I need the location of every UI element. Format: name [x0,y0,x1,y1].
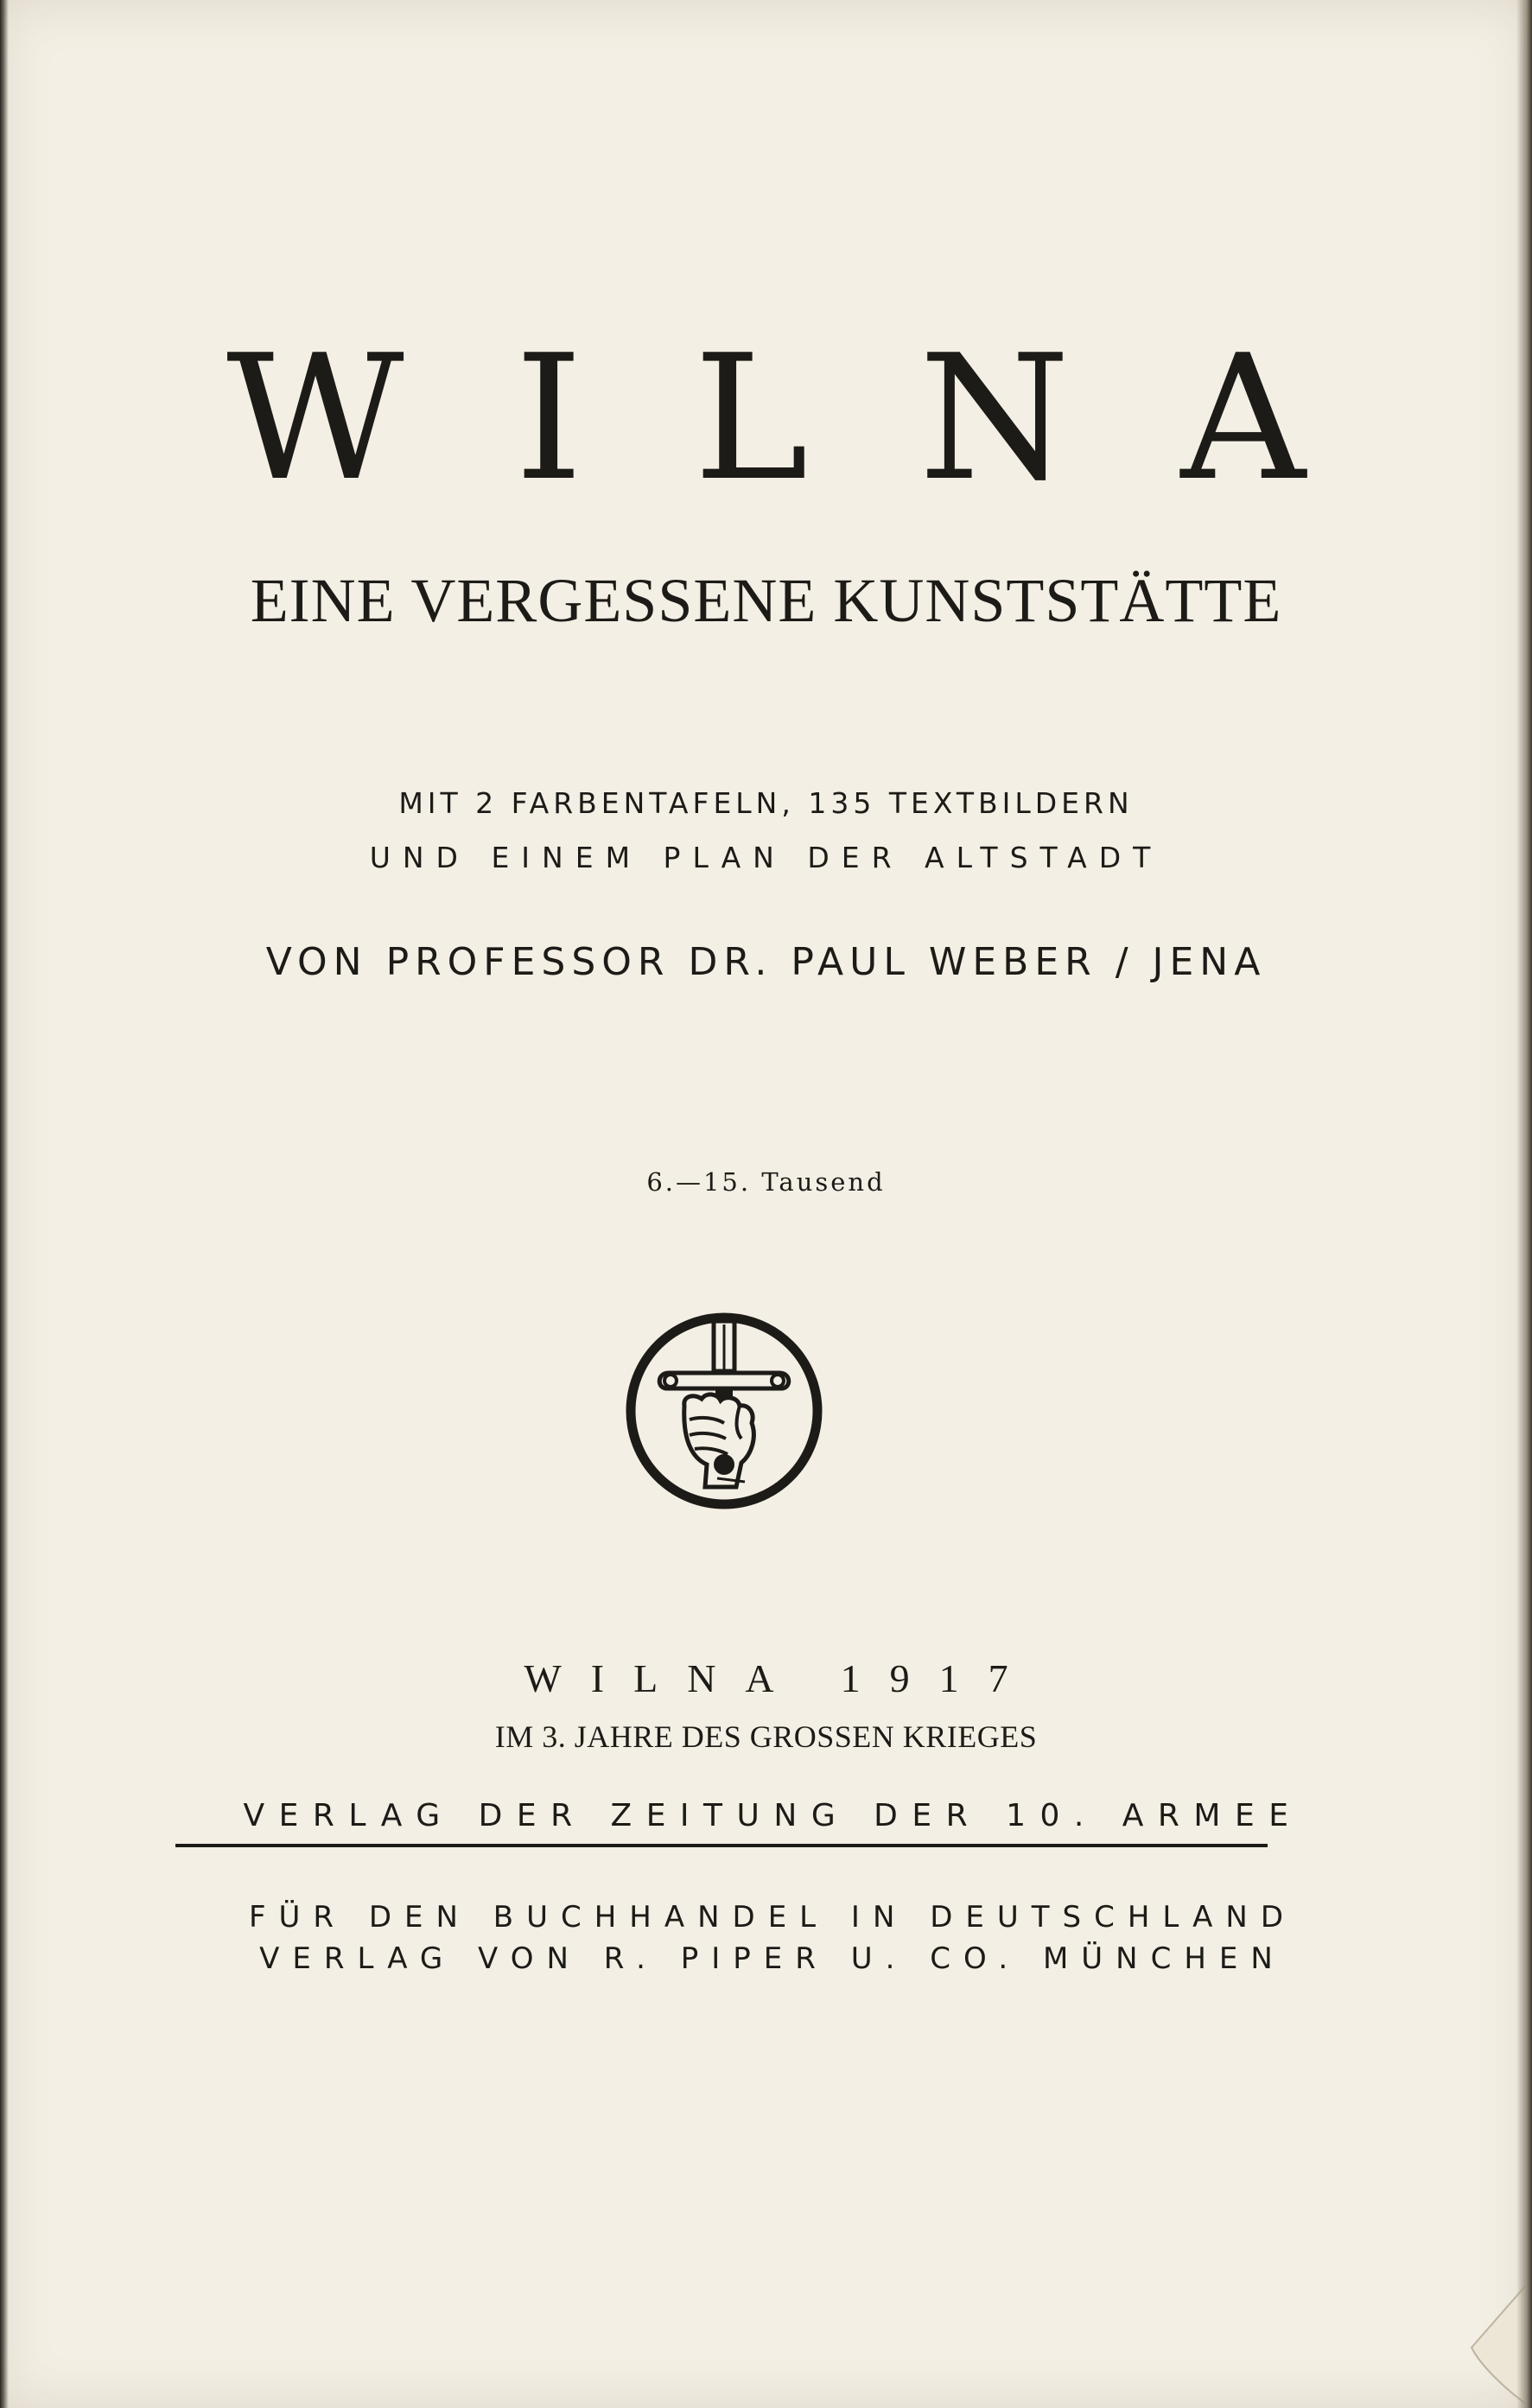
book-title: WILNA [226,318,1416,519]
author-line: VON PROFESSOR DR. PAUL WEBER / JENA [265,940,1267,984]
divider-rule [175,1844,1268,1847]
edition-note: 6.—15. Tausend [646,1167,886,1197]
hand-holding-sword-emblem-icon [622,1309,826,1513]
trade-note: FÜR DEN BUCHHANDEL IN DEUTSCHLAND [248,1900,1297,1935]
illustrations-note: MIT 2 FARBENTAFELN, 135 TEXTBILDERN [398,786,1134,820]
trade-publisher: VERLAG VON R. PIPER U. CO. MÜNCHEN [259,1941,1286,1976]
place-and-year: WILNA 1917 [524,1656,1038,1700]
war-year-note: IM 3. JAHRE DES GROSSEN KRIEGES [494,1719,1038,1754]
plan-note: UND EINEM PLAN DER ALTSTADT [369,841,1163,874]
folded-corner-icon [1376,2252,1532,2408]
book-subtitle: EINE VERGESSENE KUNSTSTÄTTE [250,566,1282,635]
publisher-line: VERLAG DER ZEITUNG DER 10. ARMEE [243,1798,1303,1833]
